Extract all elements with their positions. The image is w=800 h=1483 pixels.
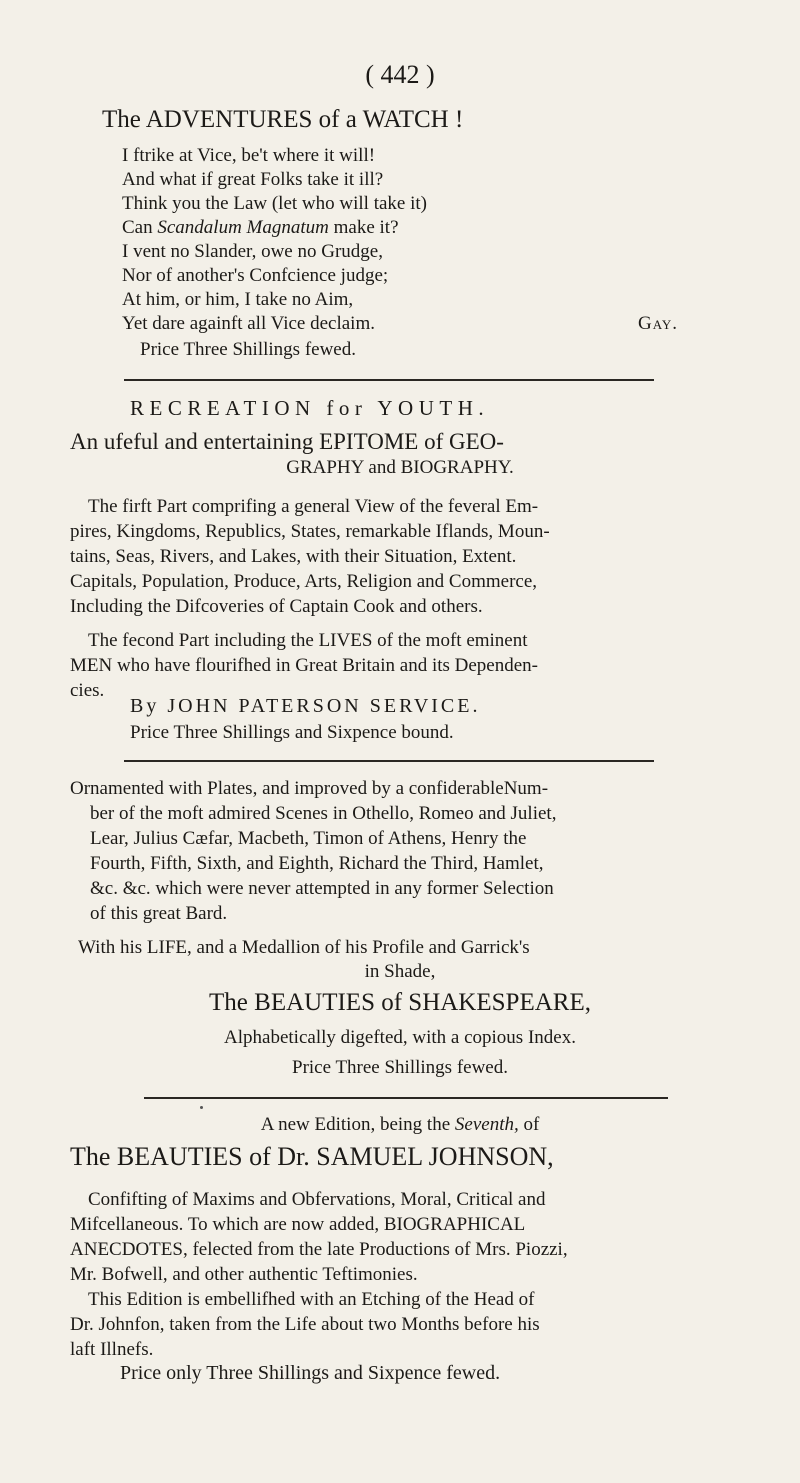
divider xyxy=(144,1097,668,1099)
print-mark xyxy=(200,1106,203,1109)
recreation-price: Price Three Shillings and Sixpence bound. xyxy=(130,722,454,743)
verse-line: At him, or him, I take no Aim, xyxy=(122,289,354,310)
recreation-subtitle-cont: GRAPHY and BIOGRAPHY. xyxy=(286,457,514,478)
shakespeare-title: The BEAUTIES of SHAKESPEARE, xyxy=(209,989,591,1016)
shakespeare-price: Price Three Shillings fewed. xyxy=(292,1057,508,1078)
divider xyxy=(124,760,654,762)
text-line: Confifting of Maxims and Obfervations, Moral, Critical and xyxy=(88,1189,546,1210)
verse-line: Think you the Law (let who will take it) xyxy=(122,193,427,214)
text-line: MEN who have flourifhed in Great Britain and its Dependen- xyxy=(70,655,539,676)
johnson-price: Price only Three Shillings and Sixpence fewed. xyxy=(120,1362,501,1384)
text-line: ANECDOTES, felected from the late Productions of Mrs. Piozzi, xyxy=(70,1239,568,1260)
text-line: Including the Difcoveries of Captain Cook and others. xyxy=(70,596,483,617)
text-line: Fourth, Fifth, Sixth, and Eighth, Richard the Third, Hamlet, xyxy=(90,853,544,874)
divider xyxy=(124,379,654,381)
text-line: ber of the moft admired Scenes in Othello, Romeo and Juliet, xyxy=(90,803,557,824)
text-line: Lear, Julius Cæfar, Macbeth, Timon of Athens, Henry the xyxy=(90,828,527,849)
text-line: The firft Part comprifing a general View of the feveral Em- xyxy=(88,496,539,517)
johnson-title: The BEAUTIES of Dr. SAMUEL JOHNSON, xyxy=(70,1142,554,1171)
adventures-price: Price Three Shillings fewed. xyxy=(140,339,356,360)
text-line: laft Illnefs. xyxy=(70,1339,154,1360)
text-line: cies. xyxy=(70,680,105,701)
verse-line: Yet dare againft all Vice declaim. xyxy=(122,313,375,334)
text-line: Ornamented with Plates, and improved by a confiderableNum- xyxy=(70,778,549,799)
text-line: Dr. Johnfon, taken from the Life about two Months before his xyxy=(70,1314,540,1335)
verse-author: Gay. xyxy=(638,313,679,334)
text-line: Mr. Bofwell, and other authentic Teftimonies. xyxy=(70,1264,418,1285)
verse-line: And what if great Folks take it ill? xyxy=(122,169,384,190)
text-line: pires, Kingdoms, Republics, States, remarkable Iflands, Moun- xyxy=(70,521,550,542)
recreation-title: RECREATION for YOUTH. xyxy=(130,396,490,420)
adventures-title: The ADVENTURES of a WATCH ! xyxy=(102,106,464,133)
text-line: This Edition is embellifhed with an Etching of the Head of xyxy=(88,1289,535,1310)
verse-line: Nor of another's Confcience judge; xyxy=(122,265,389,286)
recreation-subtitle: An ufeful and entertaining EPITOME of GEO- xyxy=(70,429,504,454)
recreation-author: By JOHN PATERSON SERVICE. xyxy=(130,695,481,717)
text-line: of this great Bard. xyxy=(90,903,228,924)
shakespeare-life-note: With his LIFE, and a Medallion of his Profile and Garrick's xyxy=(78,937,530,958)
verse-line: I ftrike at Vice, be't where it will! xyxy=(122,145,376,166)
shakespeare-subtitle: Alphabetically digefted, with a copious Index. xyxy=(224,1027,576,1048)
verse-italic: Scandalum Magnatum xyxy=(157,217,329,238)
text-line: tains, Seas, Rivers, and Lakes, with their Situation, Extent. xyxy=(70,546,517,567)
johnson-edition: A new Edition, being the Seventh, of xyxy=(260,1114,540,1135)
text-line: Capitals, Population, Produce, Arts, Religion and Commerce, xyxy=(70,571,538,592)
verse-line: I vent no Slander, owe no Grudge, xyxy=(122,241,383,262)
verse-line: Can Scandalum Magnatum make it? xyxy=(122,217,399,238)
text-line: &c. &c. which were never attempted in any former Selection xyxy=(90,878,554,899)
edition-italic: Seventh, xyxy=(454,1114,519,1135)
page-number: ( 442 ) xyxy=(365,60,435,89)
text-line: Mifcellaneous. To which are now added, BIOGRAPHICAL xyxy=(70,1214,526,1235)
text-line: The fecond Part including the LIVES of the moft eminent xyxy=(88,630,528,651)
shakespeare-life-note-cont: in Shade, xyxy=(364,961,436,982)
